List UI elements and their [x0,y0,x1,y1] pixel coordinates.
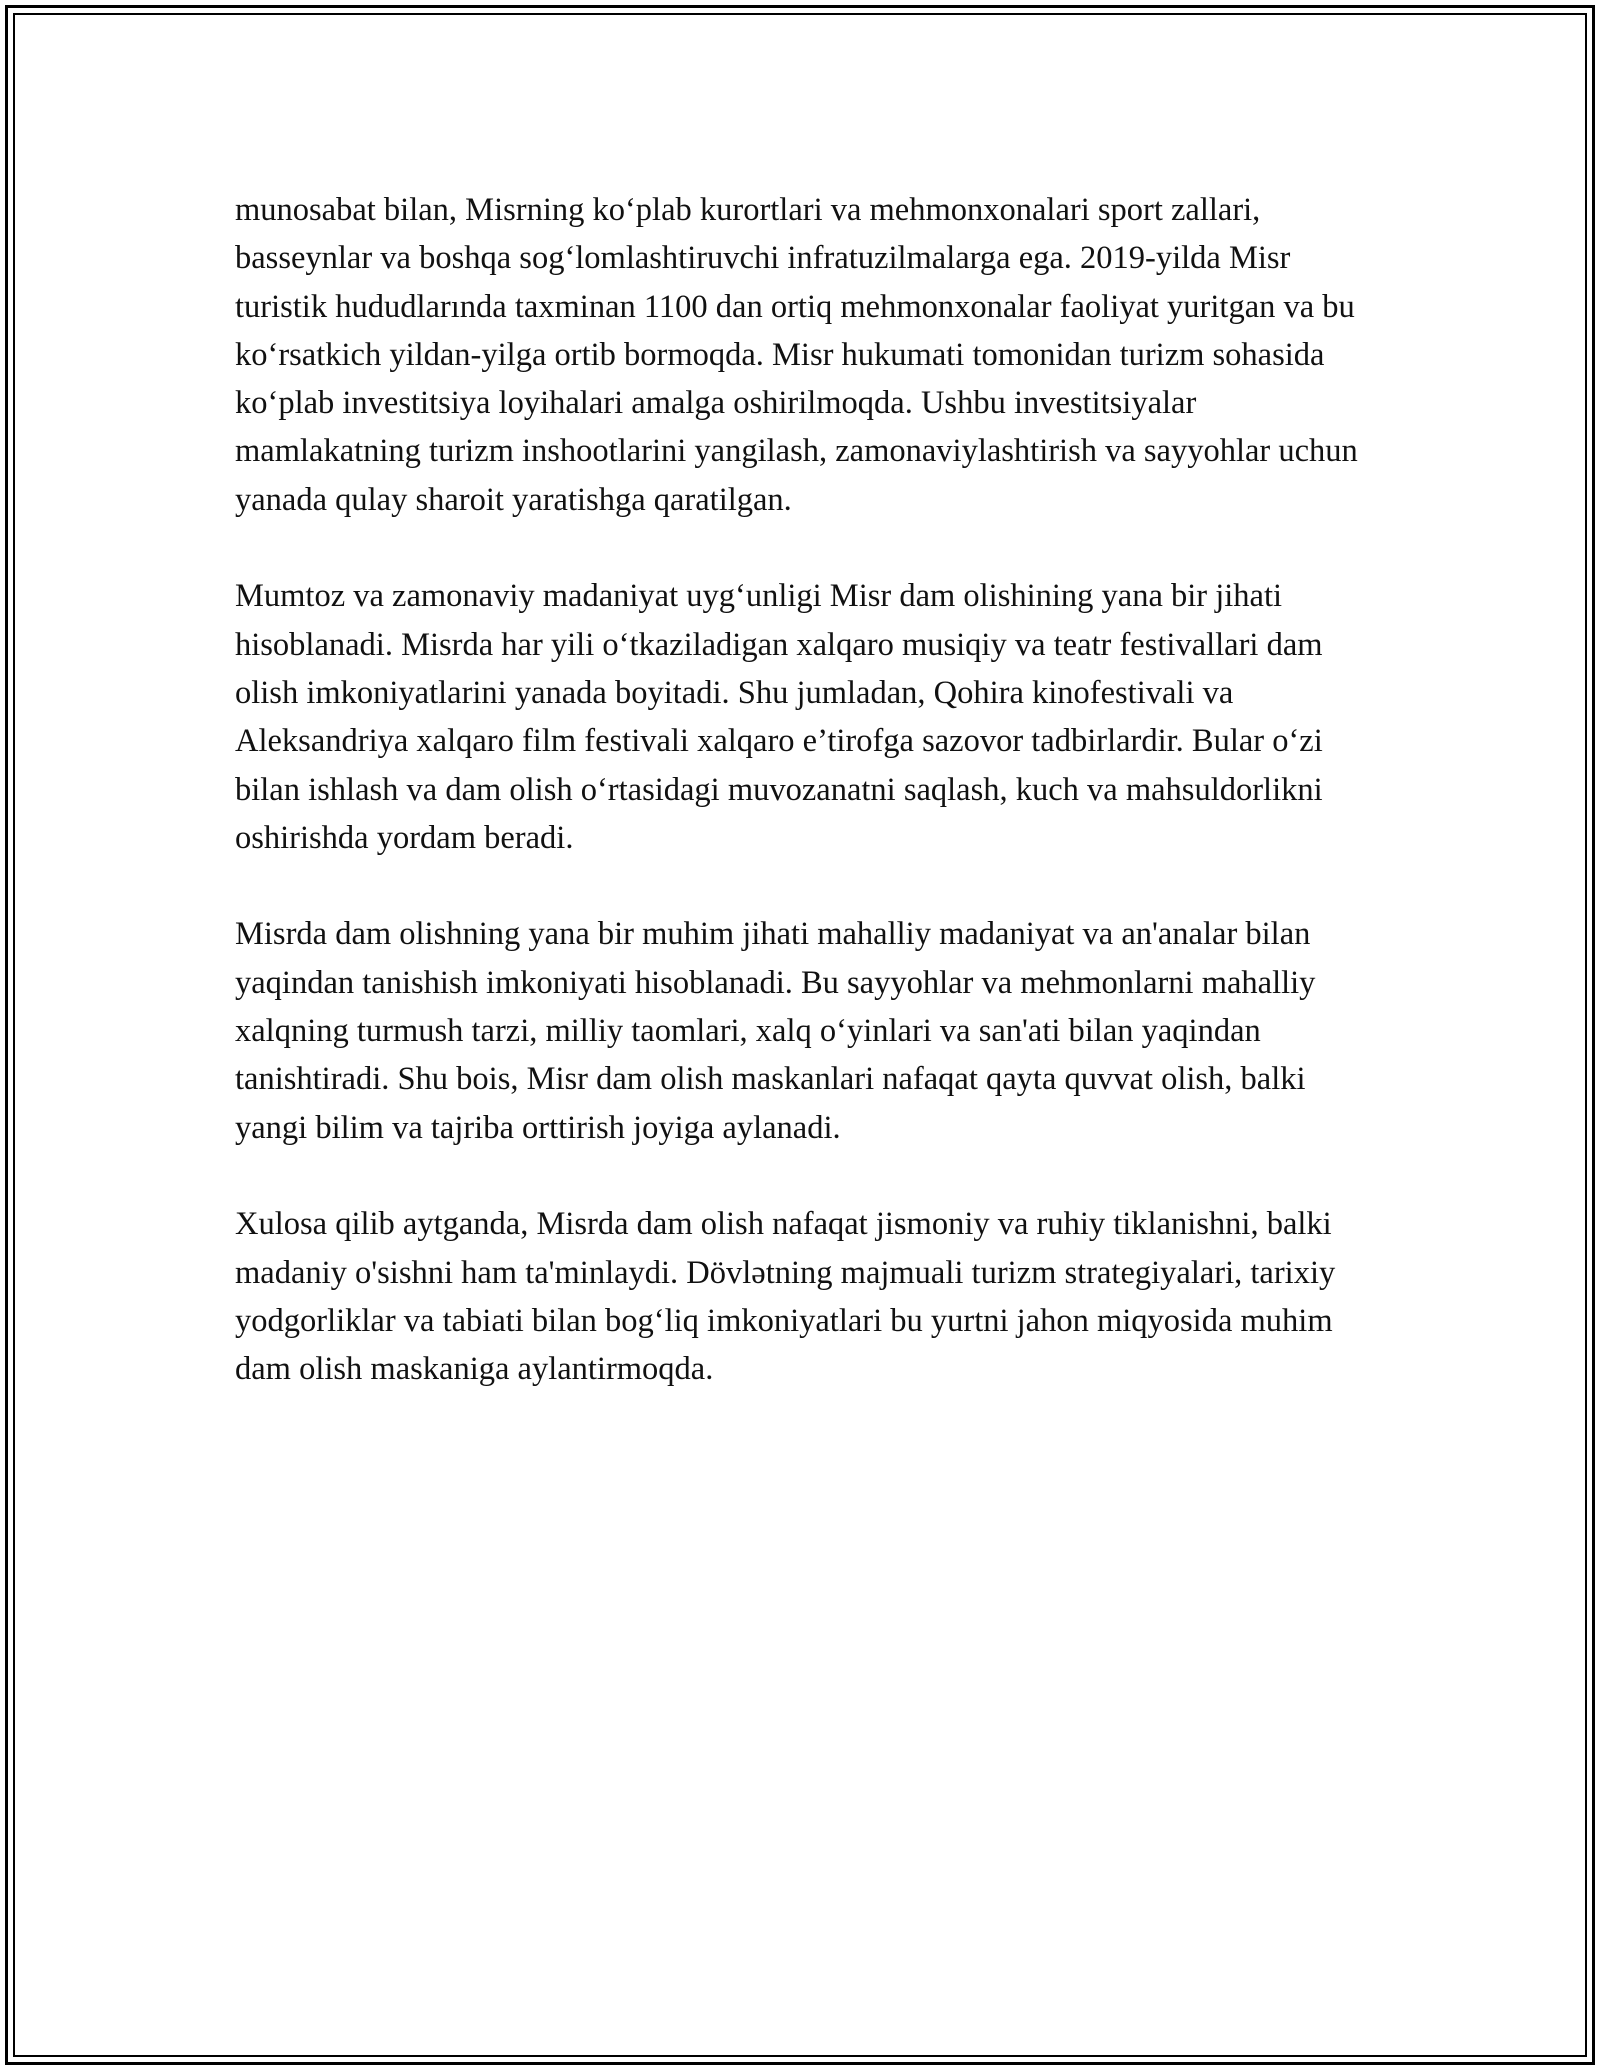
paragraph-hotels-investment: munosabat bilan, Misrning ko‘plab kurortlari va mehmonxonalari sport zallari, basseynlar va boshqa sog‘lomlashtiruvchi infratuzilmalarga ega. 2019-yilda Misr turistik hududlarında taxminan 1100 dan ortiq mehmonxonalar faoliyat yuritgan va bu ko‘rsatkich yildan-yilga ortib bormoqda. Misr hukumati tomonidan turizm sohasida ko‘plab investitsiya loyihalari amalga oshirilmoqda. Ushbu investitsiyalar mamlakatning turizm inshootlarini yangilash, zamonaviylashtirish va sayyohlar uchun yanada qulay sharoit yaratishga qaratilgan. [235,192,1358,518]
document-body [235,186,1375,1393]
paragraph-culture-festivals: Mumtoz va zamonaviy madaniyat uyg‘unligi Misr dam olishining yana bir jihati hisoblanadi. Misrda har yili o‘tkaziladigan xalqaro musiqiy va teatr festivallari dam olish imkoniyatlarini yanada boyitadi. Shu jumladan, Qohira kinofestivali va Aleksandriya xalqaro film festivali xalqaro e’tirofga sazovor tadbirlardir. Bular o‘zi bilan ishlash va dam olish o‘rtasidagi muvozanatni saqlash, kuch va mahsuldorlikni oshirishda yordam beradi. [235,578,1323,856]
paragraph-local-traditions: Misrda dam olishning yana bir muhim jihati mahalliy madaniyat va an'analar bilan yaqindan tanishish imkoniyati hisoblanadi. Bu sayyohlar va mehmonlarni mahalliy xalqning turmush tarzi, milliy taomlari, xalq o‘yinlari va san'ati bilan yaqindan tanishtiradi. Shu bois, Misr dam olish maskanlari nafaqat qayta quvvat olish, balki yangi bilim va tajriba orttirish joyiga aylanadi. [235,916,1316,1146]
paragraph-conclusion: Xulosa qilib aytganda, Misrda dam olish nafaqat jismoniy va ruhiy tiklanishni, balki madaniy o'sishni ham ta'minlaydi. Dövlətning majmuali turizm strategiyalari, tarixiy yodgorliklar va tabiati bilan bog‘liq imkoniyatlari bu yurtni jahon miqyosida muhim dam olish maskaniga aylantirmoqda. [235,1206,1336,1388]
